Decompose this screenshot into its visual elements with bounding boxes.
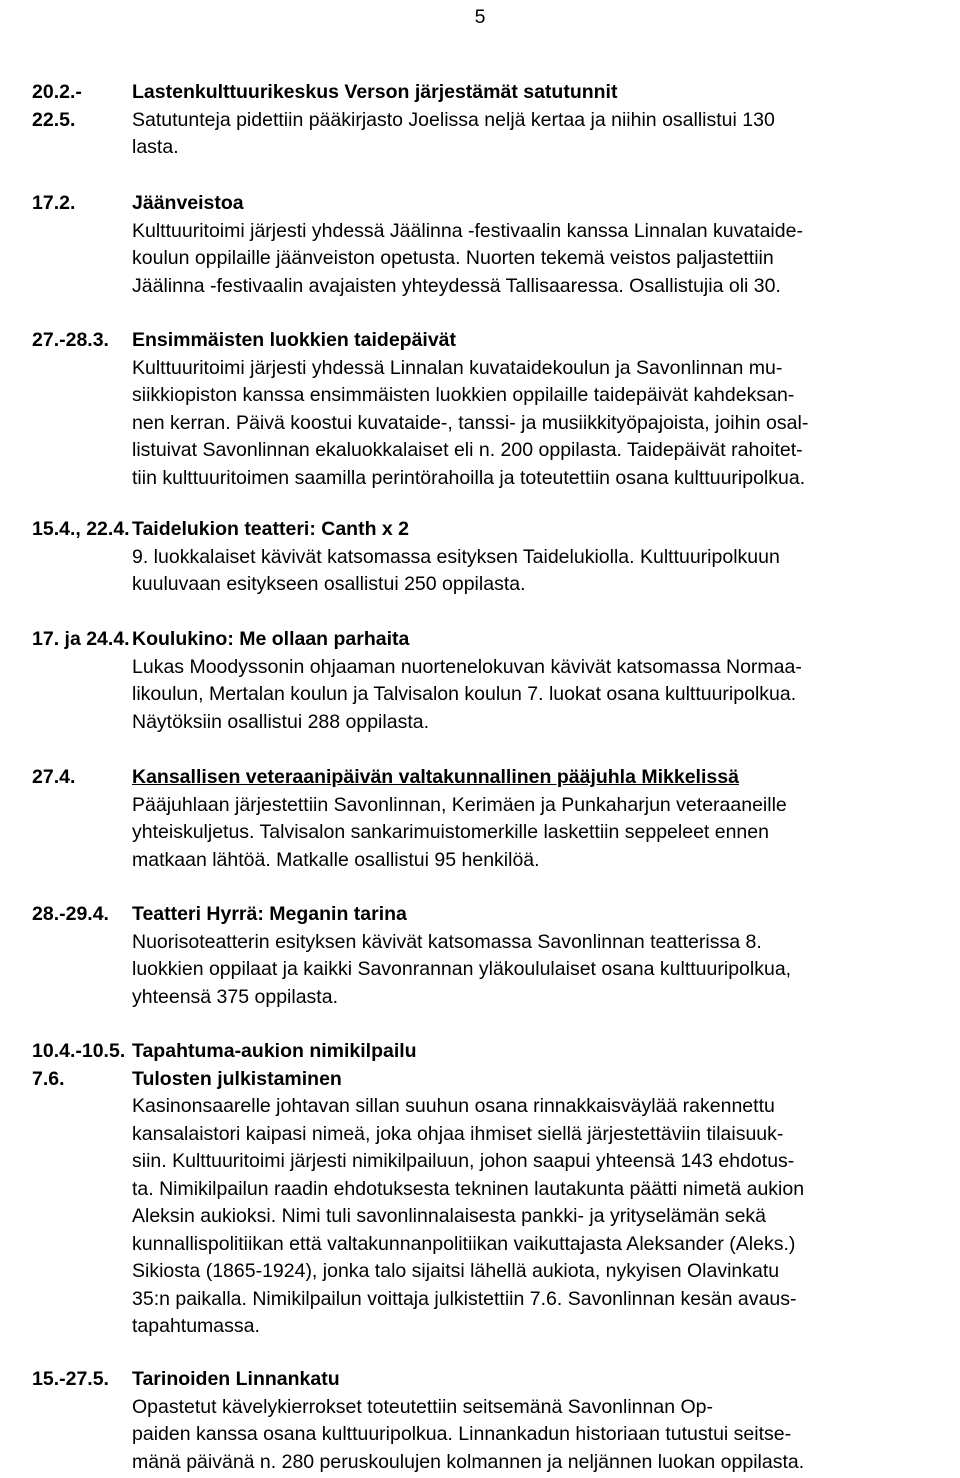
entry-body-line: yhteiskuljetus. Talvisalon sankarimuistomerkille laskettiin seppeleet ennen (132, 821, 769, 843)
entry-body-line: Pääjuhlaan järjestettiin Savonlinnan, Kerimäen ja Punkaharjun veteraaneille (132, 793, 787, 816)
entry-body-line: Kasinonsaarelle johtavan sillan suuhun osana rinnakkaisväylää rakennettu (132, 1095, 775, 1117)
entry-koulukino (32, 626, 952, 736)
entry-satutunnit (32, 79, 952, 162)
entry-date: 17.2. (32, 192, 76, 214)
entry-body-line: kansalaistori kaipasi nimeä, joka ohjaa ihmiset siellä järjestettäviin tilaisuuk- (132, 1122, 784, 1145)
entry-meganin-tarina (32, 901, 952, 1011)
entry-date: 17. ja 24.4. (32, 628, 130, 650)
entry-body-line: 9. luokkalaiset kävivät katsomassa esityksen Taidelukiolla. Kulttuuripolkuun (132, 545, 780, 568)
entry-body-line: mänä päivänä n. 280 peruskoulujen kolmannen ja neljännen luokan oppilasta. (132, 1450, 805, 1473)
entry-body-line: Sikiosta (1865-1924), jonka talo sijaitsi lähellä aukiota, nykyisen Olavinkatu (132, 1260, 780, 1282)
entry-body-line: Nuorisoteatterin esityksen kävivät katsomassa Savonlinnan teatterissa 8. (132, 930, 762, 953)
page-number: 5 (474, 6, 486, 28)
entry-body-line: listuivat Savonlinnan ekaluokkalaiset eli n. 200 oppilasta. Taidepäivät rahoitet- (132, 439, 803, 461)
entry-body-line: siin. Kulttuuritoimi järjesti nimikilpailuun, johon saapui yhteensä 143 ehdotus- (132, 1150, 795, 1172)
entry-body-line: paiden kanssa osana kulttuuripolkua. Linnankadun historiaan tutustui seitse- (132, 1423, 792, 1445)
entry-title: Lastenkulttuurikeskus Verson järjestämät satutunnit (132, 81, 618, 103)
entry-subtitle: Tulosten julkistaminen (132, 1067, 342, 1090)
entry-title: Kansallisen veteraanipäivän valtakunnallinen pääjuhla Mikkelissä (132, 766, 739, 788)
entry-body-line: ta. Nimikilpailun raadin ehdotuksesta tekninen lautakunta päätti nimetä aukion (132, 1177, 805, 1200)
entry-date: 15.4., 22.4. (32, 518, 130, 540)
entry-date: 22.5. (32, 108, 76, 131)
entry-title: Ensimmäisten luokkien taidepäivät (132, 329, 457, 351)
entry-body-line: yhteensä 375 oppilasta. (132, 985, 338, 1008)
entry-date: 20.2.- (32, 81, 82, 103)
entry-title: Koulukino: Me ollaan parhaita (132, 628, 410, 650)
entry-body-line: luokkien oppilaat ja kaikki Savonrannan yläkoululaiset osana kulttuuripolkua, (132, 958, 792, 980)
entry-body-line: siikkiopiston kanssa ensimmäisten luokkien oppilaille taidepäivät kahdeksan- (132, 384, 795, 406)
entry-body-line: tapahtumassa. (132, 1315, 260, 1337)
entry-date: 27.4. (32, 766, 76, 788)
entry-date: 15.-27.5. (32, 1368, 109, 1390)
entry-date: 10.4.-10.5. (32, 1040, 126, 1062)
entry-veteraanipaiva (32, 764, 952, 874)
entry-body-line: tiin kulttuuritoimen saamilla perintörahoilla ja toteutettiin osana kulttuuripolkua. (132, 466, 806, 489)
entry-body-line: Satutunteja pidettiin pääkirjasto Joelissa neljä kertaa ja niihin osallistui 130 (132, 108, 775, 131)
entry-body-line: nen kerran. Päivä koostui kuvataide-, tanssi- ja musiikkityöpajoista, joihin osal- (132, 411, 809, 434)
entry-title: Tarinoiden Linnankatu (132, 1368, 340, 1390)
entry-body-line: 35:n paikalla. Nimikilpailun voittaja julkistettiin 7.6. Savonlinnan kesän avaus- (132, 1287, 797, 1310)
entry-body-line: lasta. (132, 136, 179, 158)
entry-title: Teatteri Hyrrä: Meganin tarina (132, 903, 407, 925)
entry-body-line: matkaan lähtöä. Matkalle osallistui 95 henkilöä. (132, 848, 540, 871)
entry-linnankatu (32, 1366, 952, 1476)
entry-body-line: Opastetut kävelykierrokset toteutettiin seitsemänä Savonlinnan Op- (132, 1395, 713, 1418)
entry-body-line: kuuluvaan esitykseen osallistui 250 oppilasta. (132, 573, 526, 595)
entry-title: Tapahtuma-aukion nimikilpailu (132, 1040, 417, 1062)
entry-body-line: Jäälinna -festivaalin avajaisten yhteydessä Tallisaaressa. Osallistujia oli 30. (132, 274, 781, 297)
entry-nimikilpailu (32, 1038, 952, 1341)
entry-body-line: kunnallispolitiikan että valtakunnanpolitiikan vaikuttajasta Aleksander (Aleks.) (132, 1232, 796, 1255)
entry-title: Jäänveistoa (132, 192, 244, 214)
entry-body-line: Lukas Moodyssonin ohjaaman nuortenelokuvan kävivät katsomassa Normaa- (132, 655, 802, 678)
entry-canth (32, 516, 952, 599)
entry-body-line: Näytöksiin osallistui 288 oppilasta. (132, 710, 429, 733)
entry-jaanveistoa (32, 190, 952, 300)
entry-body-line: Aleksin aukioksi. Nimi tuli savonlinnalaisesta pankki- ja yrityselämän sekä (132, 1205, 767, 1227)
entry-taidepaivat (32, 327, 952, 492)
entry-body-line: koulun oppilaille jäänveiston opetusta. Nuorten tekemä veistos paljastettiin (132, 247, 774, 269)
entry-title: Taidelukion teatteri: Canth x 2 (132, 518, 410, 540)
entry-date: 7.6. (32, 1067, 65, 1090)
entry-date: 27.-28.3. (32, 329, 109, 351)
entry-date: 28.-29.4. (32, 903, 109, 925)
entry-body-line: Kulttuuritoimi järjesti yhdessä Linnalan kuvataidekoulun ja Savonlinnan mu- (132, 356, 783, 379)
entry-body-line: Kulttuuritoimi järjesti yhdessä Jäälinna -festivaalin kanssa Linnalan kuvataide- (132, 219, 803, 242)
entry-body-line: likoulun, Mertalan koulun ja Talvisalon koulun 7. luokat osana kulttuuripolkua. (132, 683, 797, 705)
